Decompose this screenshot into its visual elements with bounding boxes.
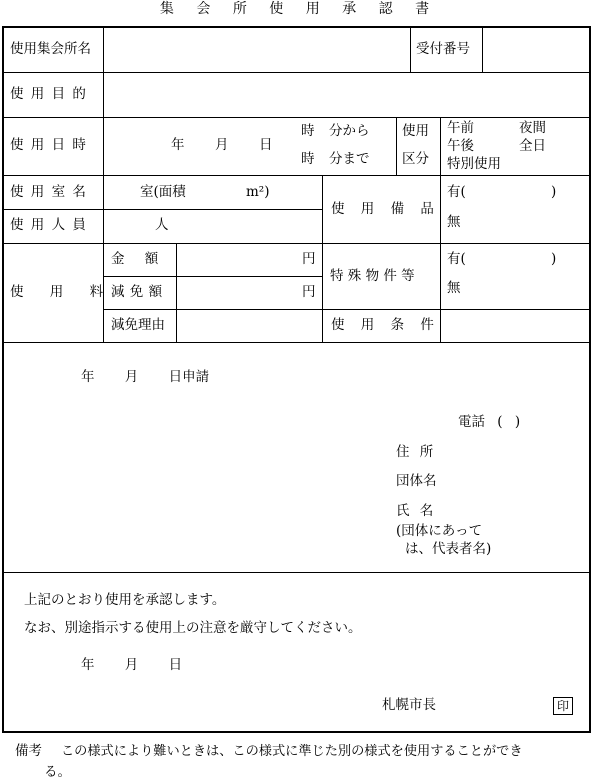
footnote-label: 備考 — [15, 743, 42, 759]
use-class-label-2: 区分 — [402, 151, 429, 167]
amount-yen: 円 — [302, 251, 316, 267]
area-unit: m²) — [246, 184, 270, 200]
form-title: 集 会 所 使 用 承 認 書 — [159, 1, 434, 17]
amount-label: 金 額 — [111, 251, 159, 267]
purpose-label: 使 用 目 的 — [10, 86, 86, 102]
option-night[interactable]: 夜間 — [519, 120, 546, 136]
special-items-no[interactable]: 無 — [447, 280, 461, 296]
conditions-label: 使 用 条 件 — [331, 317, 434, 333]
approval-date: 年 月 日 — [81, 657, 183, 673]
approval-line1: 上記のとおり使用を承認します。 — [24, 592, 226, 608]
date-year: 年 — [171, 137, 185, 153]
facility-name-label: 使用集会所名 — [10, 41, 91, 57]
equipment-yes-close: ) — [551, 184, 557, 200]
fee-label: 使 用 料 — [10, 284, 104, 300]
approval-line2: なお、別途指示する使用上の注意を厳守してください。 — [24, 620, 362, 636]
person-name-label: 氏 名 — [396, 503, 434, 519]
equipment-yes[interactable]: 有( — [447, 184, 466, 200]
equipment-label: 使 用 備 品 — [331, 201, 434, 217]
room-area-label: 室(面積 — [140, 184, 186, 200]
special-items-yes[interactable]: 有( — [447, 251, 466, 267]
room-name-label: 使 用 室 名 — [10, 184, 86, 200]
people-unit: 人 — [155, 217, 169, 233]
discount-yen: 円 — [302, 284, 316, 300]
time-from-hour: 時 — [301, 123, 315, 139]
option-am[interactable]: 午前 — [447, 120, 474, 136]
footnote-text: この様式により難いときは、この様式に準じた別の様式を使用することができ — [61, 744, 523, 759]
group-note-line2: は、代表者名) — [405, 541, 492, 557]
equipment-no[interactable]: 無 — [447, 214, 461, 230]
option-special[interactable]: 特別使用 — [447, 156, 501, 172]
facility-name-field[interactable] — [105, 29, 409, 71]
application-date: 年 月 日申請 — [81, 369, 210, 385]
receipt-number-field[interactable] — [484, 29, 588, 71]
group-name-label: 団体名 — [396, 473, 437, 489]
discount-reason-label: 減免理由 — [111, 317, 165, 333]
special-items-label: 特 殊 物 件 等 — [330, 268, 415, 284]
datetime-label: 使 用 日 時 — [10, 137, 86, 153]
people-label: 使 用 人 員 — [10, 217, 86, 233]
phone-label: 電話 ( ) — [458, 414, 521, 430]
date-month: 月 — [215, 137, 229, 153]
address-label: 住 所 — [396, 444, 434, 460]
purpose-field[interactable] — [105, 74, 588, 116]
discount-label: 減 免 額 — [111, 284, 163, 300]
time-to-min: 分まで — [329, 151, 370, 167]
special-items-yes-close: ) — [551, 251, 557, 267]
time-to-hour: 時 — [301, 151, 315, 167]
use-class-label-1: 使用 — [402, 123, 429, 139]
option-pm[interactable]: 午後 — [447, 138, 474, 154]
time-from-min: 分から — [329, 123, 370, 139]
footnote-text-cont: る。 — [44, 764, 71, 780]
option-all-day[interactable]: 全日 — [519, 138, 546, 154]
issuer-label: 札幌市長 — [382, 697, 436, 713]
seal-stamp: 印 — [553, 697, 573, 715]
receipt-number-label: 受付番号 — [416, 41, 470, 57]
group-note-line1: (団体にあって — [396, 523, 483, 539]
date-day: 日 — [259, 137, 273, 153]
